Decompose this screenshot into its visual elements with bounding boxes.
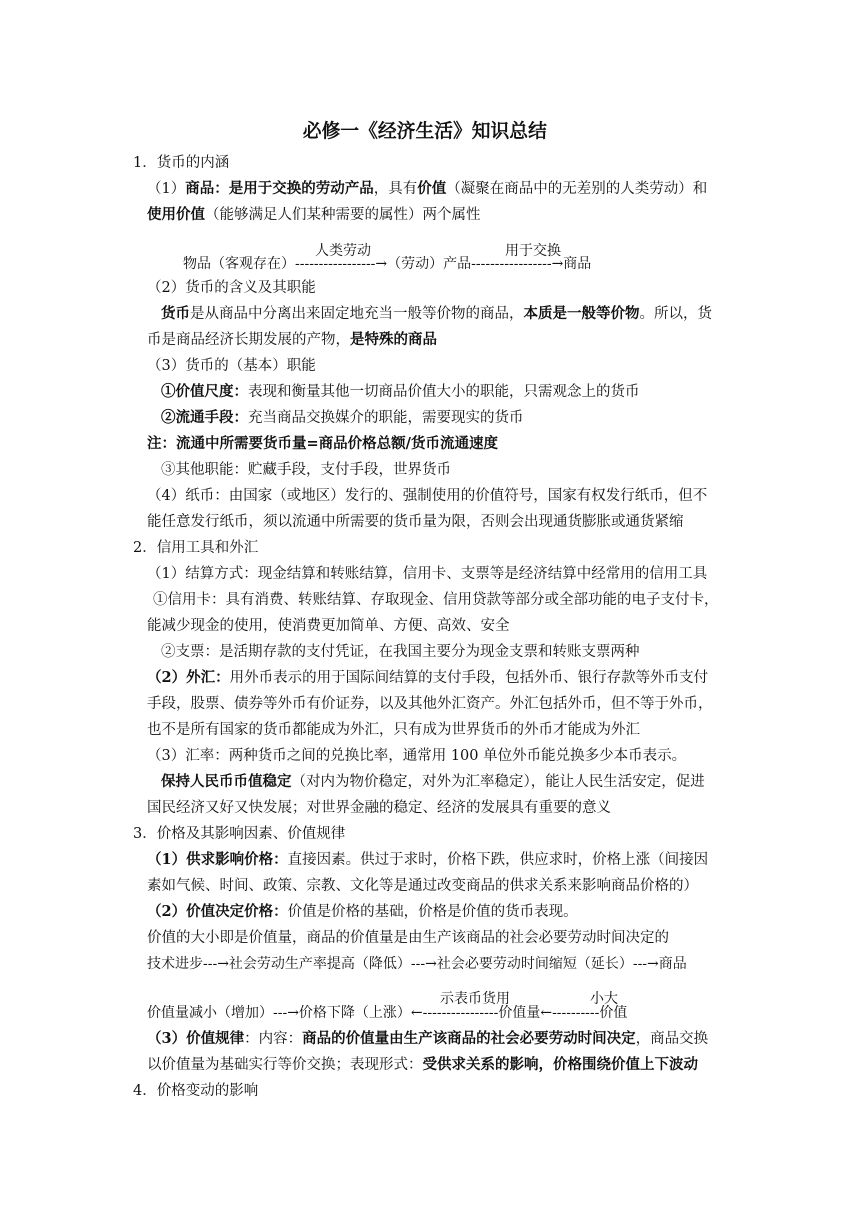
s1-p1-commodity-def: 商品：是用于交换的劳动产品 — [185, 180, 374, 197]
s1-p2-tail: 。所以，货 — [639, 306, 712, 322]
s1-p1-use-value: 使用价值 — [147, 206, 205, 223]
s1-p2-money: 货币 — [161, 305, 190, 322]
s1-p2-product: 币是商品经济长期发展的产物， — [147, 332, 350, 348]
s2-p4-line1 — [161, 772, 705, 792]
diagram2-label-left: 示表币货用 — [440, 991, 510, 1007]
s2-p1-1-line2: 能减少现金的使用，使消费更加简单、方便、高效、安全 — [147, 618, 510, 634]
s3-p2-label: （2）价值决定价格： — [147, 903, 288, 920]
s1-p3-other: ③其他职能：贮藏手段，支付手段，世界货币 — [161, 462, 451, 478]
s2-p4-def: （对内为物价稳定，对外为汇率稳定），能让人民生活安定，促进 — [291, 774, 705, 790]
s1-p1-line2 — [147, 205, 481, 225]
s3-p3-line1 — [147, 1029, 708, 1049]
s1-p1-use-value-def: （能够满足人们某种需要的属性）两个属性 — [205, 207, 481, 223]
s1-note: 注：流通中所需要货币量=商品价格总额/货币流通速度 — [147, 435, 498, 452]
s1-p2-line1 — [161, 304, 712, 324]
s2-p4-label: 保持人民币币值稳定 — [161, 773, 292, 790]
s1-p3-measure-label: ①价值尺度： — [161, 383, 248, 400]
s3-p3-label: （3）价值规律 — [147, 1030, 245, 1047]
s1-p2-essence: 本质是一般等价物 — [523, 305, 640, 322]
s2-p3: （3）汇率：两种货币之间的兑换比率，通常用 100 单位外币能兑换多少本币表示。 — [147, 748, 687, 764]
s3-p1-def: 直接因素。供过于求时，价格下跌，供应求时，价格上涨（间接因 — [287, 852, 709, 868]
s3-p2-line2: 价值的大小即是价值量，商品的价值量是由生产该商品的社会必要劳动时间决定的 — [147, 930, 669, 946]
s2-p1-1-line1: ①信用卡：具有消费、转账结算、存取现金、信用贷款等部分或全部功能的电子支付卡， — [153, 592, 719, 608]
s1-p4-line2: 能任意发行纸币，须以流通中所需要的货币量为限，否则会出现通货膨胀或通货紧缩 — [147, 514, 684, 530]
s3-p2-line3: 技术进步---→社会劳动生产率提高（降低）---→社会必要劳动时间缩短（延长）---→商品 — [147, 956, 687, 972]
s2-p2-line2: 手段，股票、债券等外币有价证券，以及其他外汇资产。外汇包括外币，但不等于外币， — [147, 696, 713, 712]
s2-p1: （1）结算方式：现金结算和转账结算，信用卡、支票等是经济结算中经常用的信用工具 — [147, 566, 708, 582]
s2-p2-line1 — [147, 668, 708, 688]
s1-p2-special: 是特殊的商品 — [350, 331, 437, 348]
s1-p3-circulation — [161, 408, 524, 428]
s1-p1-value-def: （凝聚在商品中的无差别的人类劳动）和 — [446, 181, 708, 197]
s1-p3-circulation-def: 充当商品交换媒介的职能，需要现实的货币 — [248, 410, 524, 426]
s1-p3-measure-def: 表现和衡量其他一切商品价值大小的职能，只需观念上的货币 — [248, 384, 640, 400]
diagram1-flow: 物品（客观存在）-----------------→（劳动）产品-----------------→商品 — [183, 256, 592, 272]
s3-p3-tail: ，商品交换 — [635, 1031, 709, 1047]
s3-p3-form-label: 以价值量为基础实行等价交换；表现形式： — [147, 1057, 423, 1073]
section-3-heading: 3．价格及其影响因素、价值规律 — [133, 826, 346, 842]
s3-p3-content-label: ：内容： — [244, 1031, 303, 1047]
s1-p2-def: 是从商品中分离出来固定地充当一般等价物的商品， — [190, 306, 524, 322]
diagram1-label-right: 用于交换 — [505, 243, 561, 259]
s2-p1-2: ②支票：是活期存款的支付凭证，在我国主要分为现金支票和转账支票两种 — [161, 644, 640, 660]
s3-p2-def: 价值是价格的基础，价格是价值的货币表现。 — [287, 904, 578, 920]
s2-p2-line3: 也不是所有国家的货币都能成为外汇，只有成为世界货币的外币才能成为外汇 — [147, 722, 640, 738]
section-2-heading: 2．信用工具和外汇 — [133, 540, 259, 556]
s3-p3-content: 商品的价值量由生产该商品的社会必要劳动时间决定 — [302, 1030, 636, 1047]
s1-p4-line1: （4）纸币：由国家（或地区）发行的、强制使用的价值符号，国家有权发行纸币，但不 — [147, 488, 708, 504]
s3-p3-line2 — [147, 1055, 698, 1075]
s2-p2-def: 用外币表示的用于国际间结算的支付手段，包括外币、银行存款等外币支付 — [229, 670, 709, 686]
diagram1-label-left: 人类劳动 — [315, 243, 371, 259]
page-title: 必修一《经济生活》知识总结 — [302, 120, 547, 142]
diagram2-label-right: 小大 — [590, 991, 618, 1007]
s1-p3-measure — [161, 382, 640, 402]
s3-p3-form: 受供求关系的影响，价格围绕价值上下波动 — [422, 1056, 698, 1073]
s3-p1-line2: 素如气候、时间、政策、宗教、文化等是通过改变商品的供求关系来影响商品价格的） — [147, 878, 698, 894]
s1-p2-line2 — [147, 330, 437, 350]
s2-p2-label: （2）外汇： — [147, 669, 230, 686]
section-1-heading: 1．货币的内涵 — [133, 155, 230, 171]
s3-p1-label: （1）供求影响价格： — [147, 851, 288, 868]
s1-p3-heading: （3）货币的（基本）职能 — [147, 358, 316, 374]
s3-p1-line1 — [147, 850, 708, 870]
section-4-heading: 4．价格变动的影响 — [133, 1083, 259, 1099]
s1-p1-num: （1） — [147, 181, 186, 197]
diagram2-flow: 价值量减小（增加）---→价格下降（上涨）←----------------价值量←----------价值 — [147, 1005, 628, 1021]
s3-p2-line1 — [147, 902, 578, 922]
s1-p1-text: ，具有 — [373, 181, 418, 197]
s1-p3-circulation-label: ②流通手段： — [161, 409, 248, 426]
s2-p4-line2: 国民经济又好又快发展；对世界金融的稳定、经济的发展具有重要的意义 — [147, 800, 611, 816]
s1-p1-line1 — [147, 179, 707, 199]
s1-p2-heading: （2）货币的含义及其职能 — [147, 280, 316, 296]
s1-p1-value: 价值 — [417, 180, 447, 197]
